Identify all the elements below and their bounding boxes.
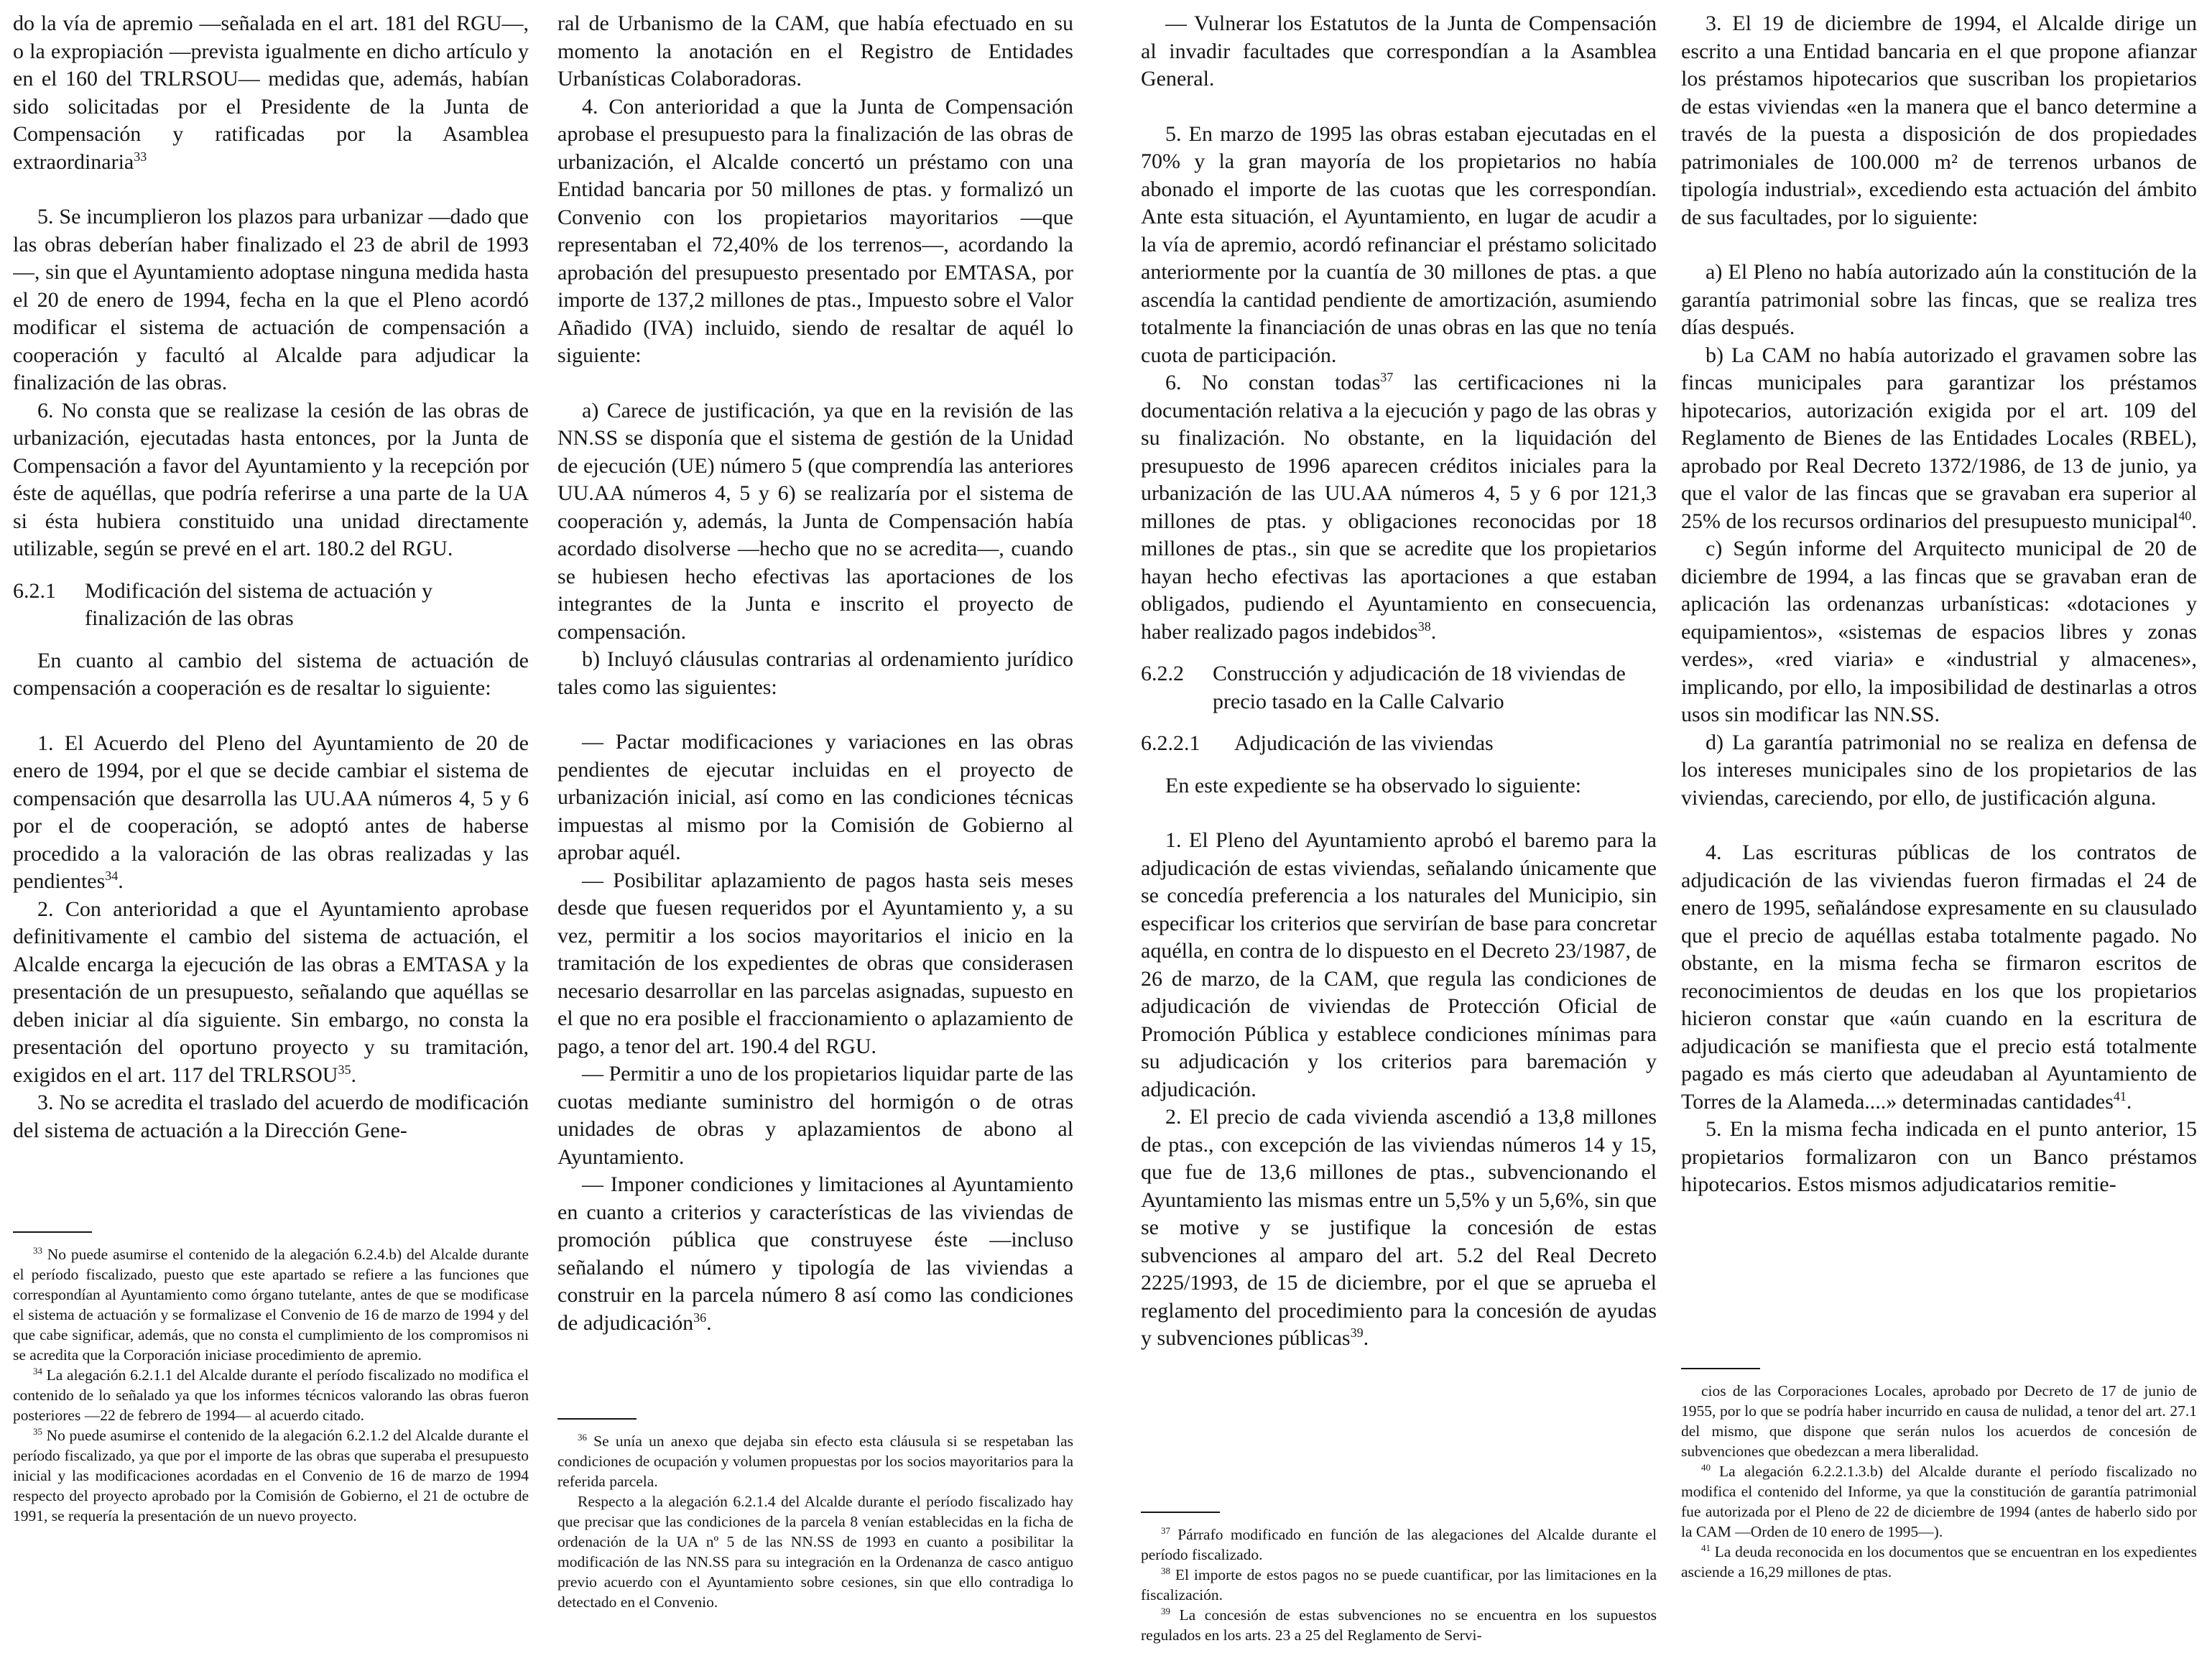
footnote-text: No puede asumirse el contenido de la alegación 6.2.4.b) del Alcalde durante el período fiscalizado, puesto que este apartado se refiere a las funciones que correspondían al Ayuntamiento como órgano tutelante, antes de que se modificase el sistema de actuación y se formalizase el Convenio de 16 de marzo de 1994 y del que cabe significar, además, que no consta el cumplimiento de los compromisos ni se acredita que la Corporación iniciase procedimiento de apremio. [13,1246,529,1364]
paragraph [13,10,529,176]
spacer [1141,93,1657,121]
paragraph-text: 6. No constan todas [1165,371,1381,394]
footnote-ref: 39 [1161,1606,1170,1616]
column-2-footnotes [557,1418,1073,1612]
paragraph-text: d) La garantía patrimonial no se realiza en defensa de los intereses municipales sino de los propietarios de las viviendas, careciendo, por ello, de justificación alguna. [1681,730,2197,810]
paragraph [557,646,1073,701]
paragraph-text: a) Carece de justificación, ya que en la revisión de las NN.SS se disponía que el sistema de gestión de la Unidad de ejecución (UE) número 5 (que comprendía las anteriores UU.AA números 4, 5 y 6) se realizaría por el sistema de cooperación y, además, la Junta de Compensación había acordado disolverse —hecho que no se acredita—, cuando se hubiesen hecho efectivas las aportaciones de los integrantes de la Junta e inscrito el proyecto de compensación. [557,398,1073,644]
paragraph-text: — Vulnerar los Estatutos de la Junta de Compensación al invadir facultades que correspondían a la Asamblea General. [1141,11,1657,91]
paragraph [1681,535,2197,729]
paragraph-text: b) La CAM no había autorizado el gravamen sobre las fincas municipales para garantizar los préstamos hipotecarios, autorización exigida por el art. 109 del Reglamento de Bienes de las Entidades Locales (RBEL), aprobado por Real Decreto 1372/1986, de 13 de junio, ya que el valor de las fincas que se gravaban era superior al 25% de los recursos ordinarios del presupuesto municipal [1681,343,2197,533]
paragraph [1141,369,1657,646]
spacer [13,633,529,647]
column-4-body [1681,10,2197,1199]
paragraph-text: 5. En la misma fecha indicada en el punto anterior, 15 propietarios formalizaron con un Banco préstamos hipotecarios. Estos mismos adjudicatarios remitie- [1681,1117,2197,1196]
section-heading [1141,660,1657,716]
footnote-ref: 41 [2113,1088,2127,1103]
column-1-body [13,10,529,1144]
column-3-footnotes [1141,1512,1657,1645]
column-1 [13,10,529,1655]
paragraph [557,1171,1073,1337]
paragraph-tail: . [118,869,124,893]
column-4-footnotes [1681,1368,2197,1582]
paragraph [1141,1103,1657,1353]
paragraph [13,203,529,397]
paragraph-text: — Posibilitar aplazamiento de pagos hasta seis meses desde que fuesen requeridos por el Ayuntamiento y, a su vez, permitir a los socios mayoritarios el inicio en la tramitación de los expedientes de obras que considerasen necesario desarrollar en las parcelas asignadas, supuesto en el que no era posible el fraccionamiento o aplazamiento de pago, a tenor del art. 190.4 del RGU. [557,868,1073,1058]
section-number: 6.2.2 [1141,662,1184,685]
footnote-text: Se unía un anexo que dejaba sin efecto esta cláusula si se respetaban las condiciones de ocupación y volumen propuestas por los socios mayoritarios para la referida parcela. [557,1433,1073,1490]
section-heading [1141,730,1657,758]
spacer [13,703,529,730]
spacer [1141,716,1657,730]
paragraph [557,1060,1073,1171]
footnote-ref: 33 [134,149,147,164]
paragraph [13,730,529,896]
footnote-text: cios de las Corporaciones Locales, aprobado por Decreto de 17 de junio de 1955, por lo que se podría haber incurrido en causa de nulidad, a tenor del art. 27.1 del mismo, que dispone que serán nulos los acuerdos de concesión de subvenciones que obedezcan a mera liberalidad. [1681,1382,2197,1460]
footnote-ref: 37 [1161,1525,1170,1536]
footnote [1141,1565,1657,1605]
paragraph-text: a) El Pleno no había autorizado aún la constitución de la garantía patrimonial sobre las fincas, que se realiza tres días después. [1681,260,2197,339]
paragraph-text: c) Según informe del Arquitecto municipal de 20 de diciembre de 1994, a las fincas que se gravaban eran de aplicación las ordenanzas urbanísticas: «dotaciones y equipamientos», «sistemas de espacios libres y zonas verdes», «red viaria» e «industrial y almacenes», implicando, por ello, la imposibilidad de destinarlas a otros usos sin modificar las NN.SS. [1681,537,2197,726]
footnote-ref: 37 [1380,370,1394,384]
footnote-text: El importe de estos pagos no se puede cuantificar, por las limitaciones en la fiscalización. [1141,1566,1657,1603]
paragraph [1141,10,1657,93]
paragraph-text: 2. Con anterioridad a que el Ayuntamiento aprobase definitivamente el cambio del sistema de actuación, el Alcalde encarga la ejecución de las obras a EMTASA y la presentación de un presupuesto, señalando que aquéllas se deben iniciar al día siguiente. Sin embargo, no consta la presentación del oportuno proyecto y su tramitación, exigidos en el art. 117 del TRLRSOU [13,897,529,1087]
spacer [1141,758,1657,772]
footnote-ref: 35 [33,1426,42,1437]
paragraph-tail: . [706,1310,712,1335]
footnote-ref: 40 [1701,1462,1711,1473]
section-title: Construcción y adjudicación de 18 viviendas de precio tasado en la Calle Calvario [1213,662,1626,713]
paragraph [1681,729,2197,813]
paragraph [557,728,1073,867]
paragraph [557,10,1073,93]
footnote-ref: 38 [1417,619,1431,634]
paragraph [1681,1116,2197,1199]
footnote-text: Párrafo modificado en función de las alegaciones del Alcalde durante el período fiscalizado. [1141,1526,1657,1563]
paragraph-tail: . [2191,509,2197,533]
paragraph [13,896,529,1090]
paragraph-tail: . [2126,1089,2132,1114]
paragraph [1141,772,1657,800]
spacer [13,176,529,203]
footnote-text: La alegación 6.2.1.1 del Alcalde durante el período fiscalizado no modifica el contenido de lo señalado ya que los informes técnicos valorando las obras fueron posteriores —22 de febrero de 1994— al acuerdo citado. [13,1366,529,1424]
paragraph-text: — Permitir a uno de los propietarios liquidar parte de las cuotas mediante suministro del hormigón o de otras unidades de obras y aplazamientos de abono al Ayuntamiento. [557,1062,1073,1169]
paragraph-text: 3. El 19 de diciembre de 1994, el Alcalde dirige un escrito a una Entidad bancaria en el que propone afianzar los préstamos hipotecarios que suscriban los propietarios de estas viviendas «en la manera que el banco determine a través de la puesta a disposición de dos propiedades patrimoniales de 100.000 m² de terrenos urbanos de tipología industrial», excediendo esta actuación del ámbito de sus facultades, por lo siguiente: [1681,11,2197,229]
paragraph-text: do la vía de apremio —señalada en el art. 181 del RGU—, o la expropiación —prevista igualmente en dicho artículo y en el 160 del TRLRSOU— medidas que, además, habían sido solicitadas por el Presidente de la Junta de Compensación y ratificadas por la Asamblea extraordinaria [13,11,529,174]
paragraph-text: — Imponer condiciones y limitaciones al Ayuntamiento en cuanto a criterios y características de las viviendas de promoción pública que construyese éste —incluso señalando el número y tipología de las viviendas a construir en la parcela número 8 así como las condiciones de adjudicación [557,1172,1073,1335]
footnote-ref: 41 [1701,1542,1711,1553]
footnote-ref: 38 [1161,1565,1170,1576]
section-number: 6.2.2.1 [1141,731,1200,755]
paragraph [13,647,529,703]
paragraph [1681,342,2197,536]
footnote-ref: 33 [33,1245,42,1256]
paragraph-text: En este expediente se ha observado lo siguiente: [1165,773,1581,797]
footnote-text: Respecto a la alegación 6.2.1.4 del Alcalde durante el período fiscalizado hay que precisar que las condiciones de la parcela 8 venían establecidas en la ficha de ordenación de la UA nº 5 de las NN.SS de 1993 en cuanto a posibilitar la modificación de las NN.SS para su integración en la Ordenanza de casco antiguo previo acuerdo con el Ayuntamiento sobre cesiones, sin que ello contradiga lo detectado en el Convenio. [557,1493,1073,1611]
footnote [13,1244,529,1365]
paragraph-text: b) Incluyó cláusulas contrarias al ordenamiento jurídico tales como las siguientes: [557,647,1073,699]
footnote [1681,1542,2197,1582]
footnote-text: La concesión de estas subvenciones no se encuentra en los supuestos regulados en los arts. 23 a 25 del Reglamento de Servi- [1141,1606,1657,1644]
spacer [1681,812,2197,839]
footnote-separator [1141,1512,1220,1513]
paragraph-text: 5. En marzo de 1995 las obras estaban ejecutadas en el 70% y la gran mayoría de los propietarios no había abonado el importe de las cuotas que les correspondían. Ante esta situación, el Ayuntamiento, en lugar de acudir a la vía de apremio, acordó refinanciar el préstamo solicitado anteriormente por la cuantía de 30 millones de ptas. a que ascendía la cantidad pendiente de amortización, asumiendo totalmente la financiación de unas obras en las que no tenía cuota de participación. [1141,121,1657,367]
paragraph [13,1089,529,1144]
paragraph [1141,827,1657,1103]
paragraph [557,867,1073,1061]
paragraph-text: 4. Con anterioridad a que la Junta de Compensación aprobase el presupuesto para la finalización de las obras de urbanización, el Alcalde concertó un préstamo con una Entidad bancaria por 50 millones de ptas. y formalizó un Convenio con los propietarios mayoritarios —que representaban el 72,40% de los terrenos—, acordando la aprobación del presupuesto presentado por EMTASA, por importe de 137,2 millones de ptas., Impuesto sobre el Valor Añadido (IVA) incluido, siendo de resaltar de aquél lo siguiente: [557,94,1073,367]
paragraph-tail: . [1430,619,1437,644]
footnote [1141,1605,1657,1645]
footnote [13,1425,529,1526]
column-4 [1681,10,2197,1655]
paragraph [1681,259,2197,342]
spacer [1141,646,1657,660]
paragraph-tail: . [351,1063,356,1087]
footnote [557,1431,1073,1491]
paragraph-text: 5. Se incumplieron los plazos para urbanizar —dado que las obras deberían haber finalizado el 23 de abril de 1993—, sin que el Ayuntamiento adoptase ninguna medida hasta el 20 de enero de 1994, fecha en la que el Pleno acordó modificar el sistema de actuación de compensación a cooperación y facultó al Alcalde para adjudicar la finalización de las obras. [13,205,529,394]
paragraph-text: 3. No se acredita el traslado del acuerdo de modificación del sistema de actuación a la Dirección Gene- [13,1091,529,1142]
footnote-text: La alegación 6.2.2.1.3.b) del Alcalde durante el período fiscalizado no modifica el contenido del Informe, ya que la constitución de garantía patrimonial fue autorizada por el Pleno de 22 de diciembre de 1994 (antes de haberlo sido por la CAM —Orden de 10 enero de 1995—). [1681,1463,2197,1540]
footnote-ref: 39 [1350,1325,1364,1340]
paragraph-text: 1. El Pleno del Ayuntamiento aprobó el baremo para la adjudicación de estas viviendas, señalando únicamente que se concedía preferencia a los naturales del Municipio, sin especificar los criterios que servirían de base para concretar aquélla, en contra de lo dispuesto en el Decreto 23/1987, de 26 de marzo, de la CAM, que regula las condiciones de adjudicación de viviendas de Protección Oficial de Promoción Pública y establece condiciones mínimas para su adjudicación y los criterios para baremación y adjudicación. [1141,828,1657,1101]
spacer [1681,231,2197,259]
footnote-text: No puede asumirse el contenido de la alegación 6.2.1.2 del Alcalde durante el período fiscalizado, ya que por el importe de las obras que superaba el presupuesto inicial y las modificaciones acordadas en el Convenio de 16 de marzo de 1994 respecto del proyecto aprobado por la Comisión de Gobierno, el 21 de octubre de 1991, se requería la presentación de un nuevo proyecto. [13,1427,529,1524]
section-heading [13,578,529,633]
footnote [1141,1524,1657,1565]
paragraph-text: ral de Urbanismo de la CAM, que había efectuado en su momento la anotación en el Registro de Entidades Urbanísticas Colaboradoras. [557,11,1073,91]
footnote-text: La deuda reconocida en los documentos que se encuentran en los expedientes asciende a 16,29 millones de ptas. [1681,1543,2197,1581]
paragraph [557,397,1073,647]
spacer [13,563,529,578]
footnote [1681,1461,2197,1542]
spacer [557,701,1073,728]
column-2-body [557,10,1073,1337]
paragraph-text: 4. Las escrituras públicas de los contratos de adjudicación de las viviendas fueron firmadas el 24 de enero de 1995, señalándose expresamente en su clausulado que el precio de aquéllas estaba totalmente pagado. No obstante, en la misma fecha se firmaron escritos de reconocimientos de deudas en los que los propietarios hicieron constar que «aún cuando en la escritura de adjudicación se manifiesta que el precio está totalmente pagado es más cierto que adeudaban al Ayuntamiento de Torres de la Alameda....» determinadas cantidades [1681,841,2197,1114]
paragraph [557,93,1073,370]
footnote-separator [557,1418,637,1420]
column-3 [1141,10,1657,1655]
footnote-ref: 34 [105,869,119,883]
spacer [557,370,1073,397]
column-3-body [1141,10,1657,1353]
footnote-ref: 40 [2178,508,2192,523]
paragraph-tail: . [1363,1326,1369,1350]
footnote [13,1365,529,1425]
footnote [1681,1381,2197,1461]
paragraph [13,397,529,563]
paragraph [1681,10,2197,231]
paragraph-text: En cuanto al cambio del sistema de actuación de compensación a cooperación es de resaltar lo siguiente: [13,648,529,700]
footnote-ref: 36 [578,1432,587,1443]
footnote-ref: 34 [33,1366,42,1376]
footnote-ref: 36 [693,1310,707,1325]
spacer [1141,800,1657,827]
footnote-separator [1681,1368,1760,1369]
paragraph-text: 1. El Acuerdo del Pleno del Ayuntamiento de 20 de enero de 1994, por el que se decide cambiar el sistema de compensación que desarrolla las UU.AA números 4, 5 y 6 por el de cooperación, se adoptó antes de haberse procedido a la valoración de las obras realizadas y las pendientes [13,731,529,893]
footnote-separator [13,1231,92,1233]
paragraph-text: 2. El precio de cada vivienda ascendió a 13,8 millones de ptas., con excepción de las viviendas números 14 y 15, que fue de 13,6 millones de ptas., subvencionando el Ayuntamiento las mismas entre un 5,5% y un 5,6%, sin que se motive y se justifique la concesión de estas subvenciones al amparo del art. 5.2 del Real Decreto 2225/1993, de 15 de diciembre, por el que se aprueba el reglamento del procedimiento para la concesión de ayudas y subvenciones públicas [1141,1105,1657,1350]
paragraph-text: 6. No consta que se realizase la cesión de las obras de urbanización, ejecutadas hasta entonces, por la Junta de Compensación a favor del Ayuntamiento y la recepción por éste de aquéllas, que podría referirse a una parte de la UA si ésta hubiera constituido una unidad directamente utilizable, según se prevé en el art. 180.2 del RGU. [13,398,529,560]
column-2 [557,10,1073,1655]
paragraph-text: — Pactar modificaciones y variaciones en las obras pendientes de ejecutar incluidas en el proyecto de urbanización inicial, así como en las condiciones técnicas impuestas al mismo por la Comisión de Gobierno al aprobar aquél. [557,730,1073,864]
section-title: Adjudicación de las viviendas [1234,731,1494,755]
column-1-footnotes [13,1231,529,1526]
paragraph [1141,121,1657,370]
footnote [557,1491,1073,1612]
section-number: 6.2.1 [13,578,56,603]
footnote-ref: 35 [338,1062,351,1077]
section-title: Modificación del sistema de actuación y finalización de las obras [85,578,432,630]
paragraph-tail: las certificaciones ni la documentación relativa a la ejecución y pago de las obras y su finalización. No obstante, en la liquidación del presupuesto de 1996 aparecen créditos iniciales para la urbanización de las UU.AA números 4, 5 y 6 por 121,3 millones de ptas. y obligaciones reconocidas por 18 millones de ptas., sin que se acredite que los propietarios hayan hecho efectivas las aportaciones a que estaban obligados, pudiendo el Ayuntamiento en consecuencia, haber realizado pagos indebidos [1141,371,1657,644]
paragraph [1681,839,2197,1116]
